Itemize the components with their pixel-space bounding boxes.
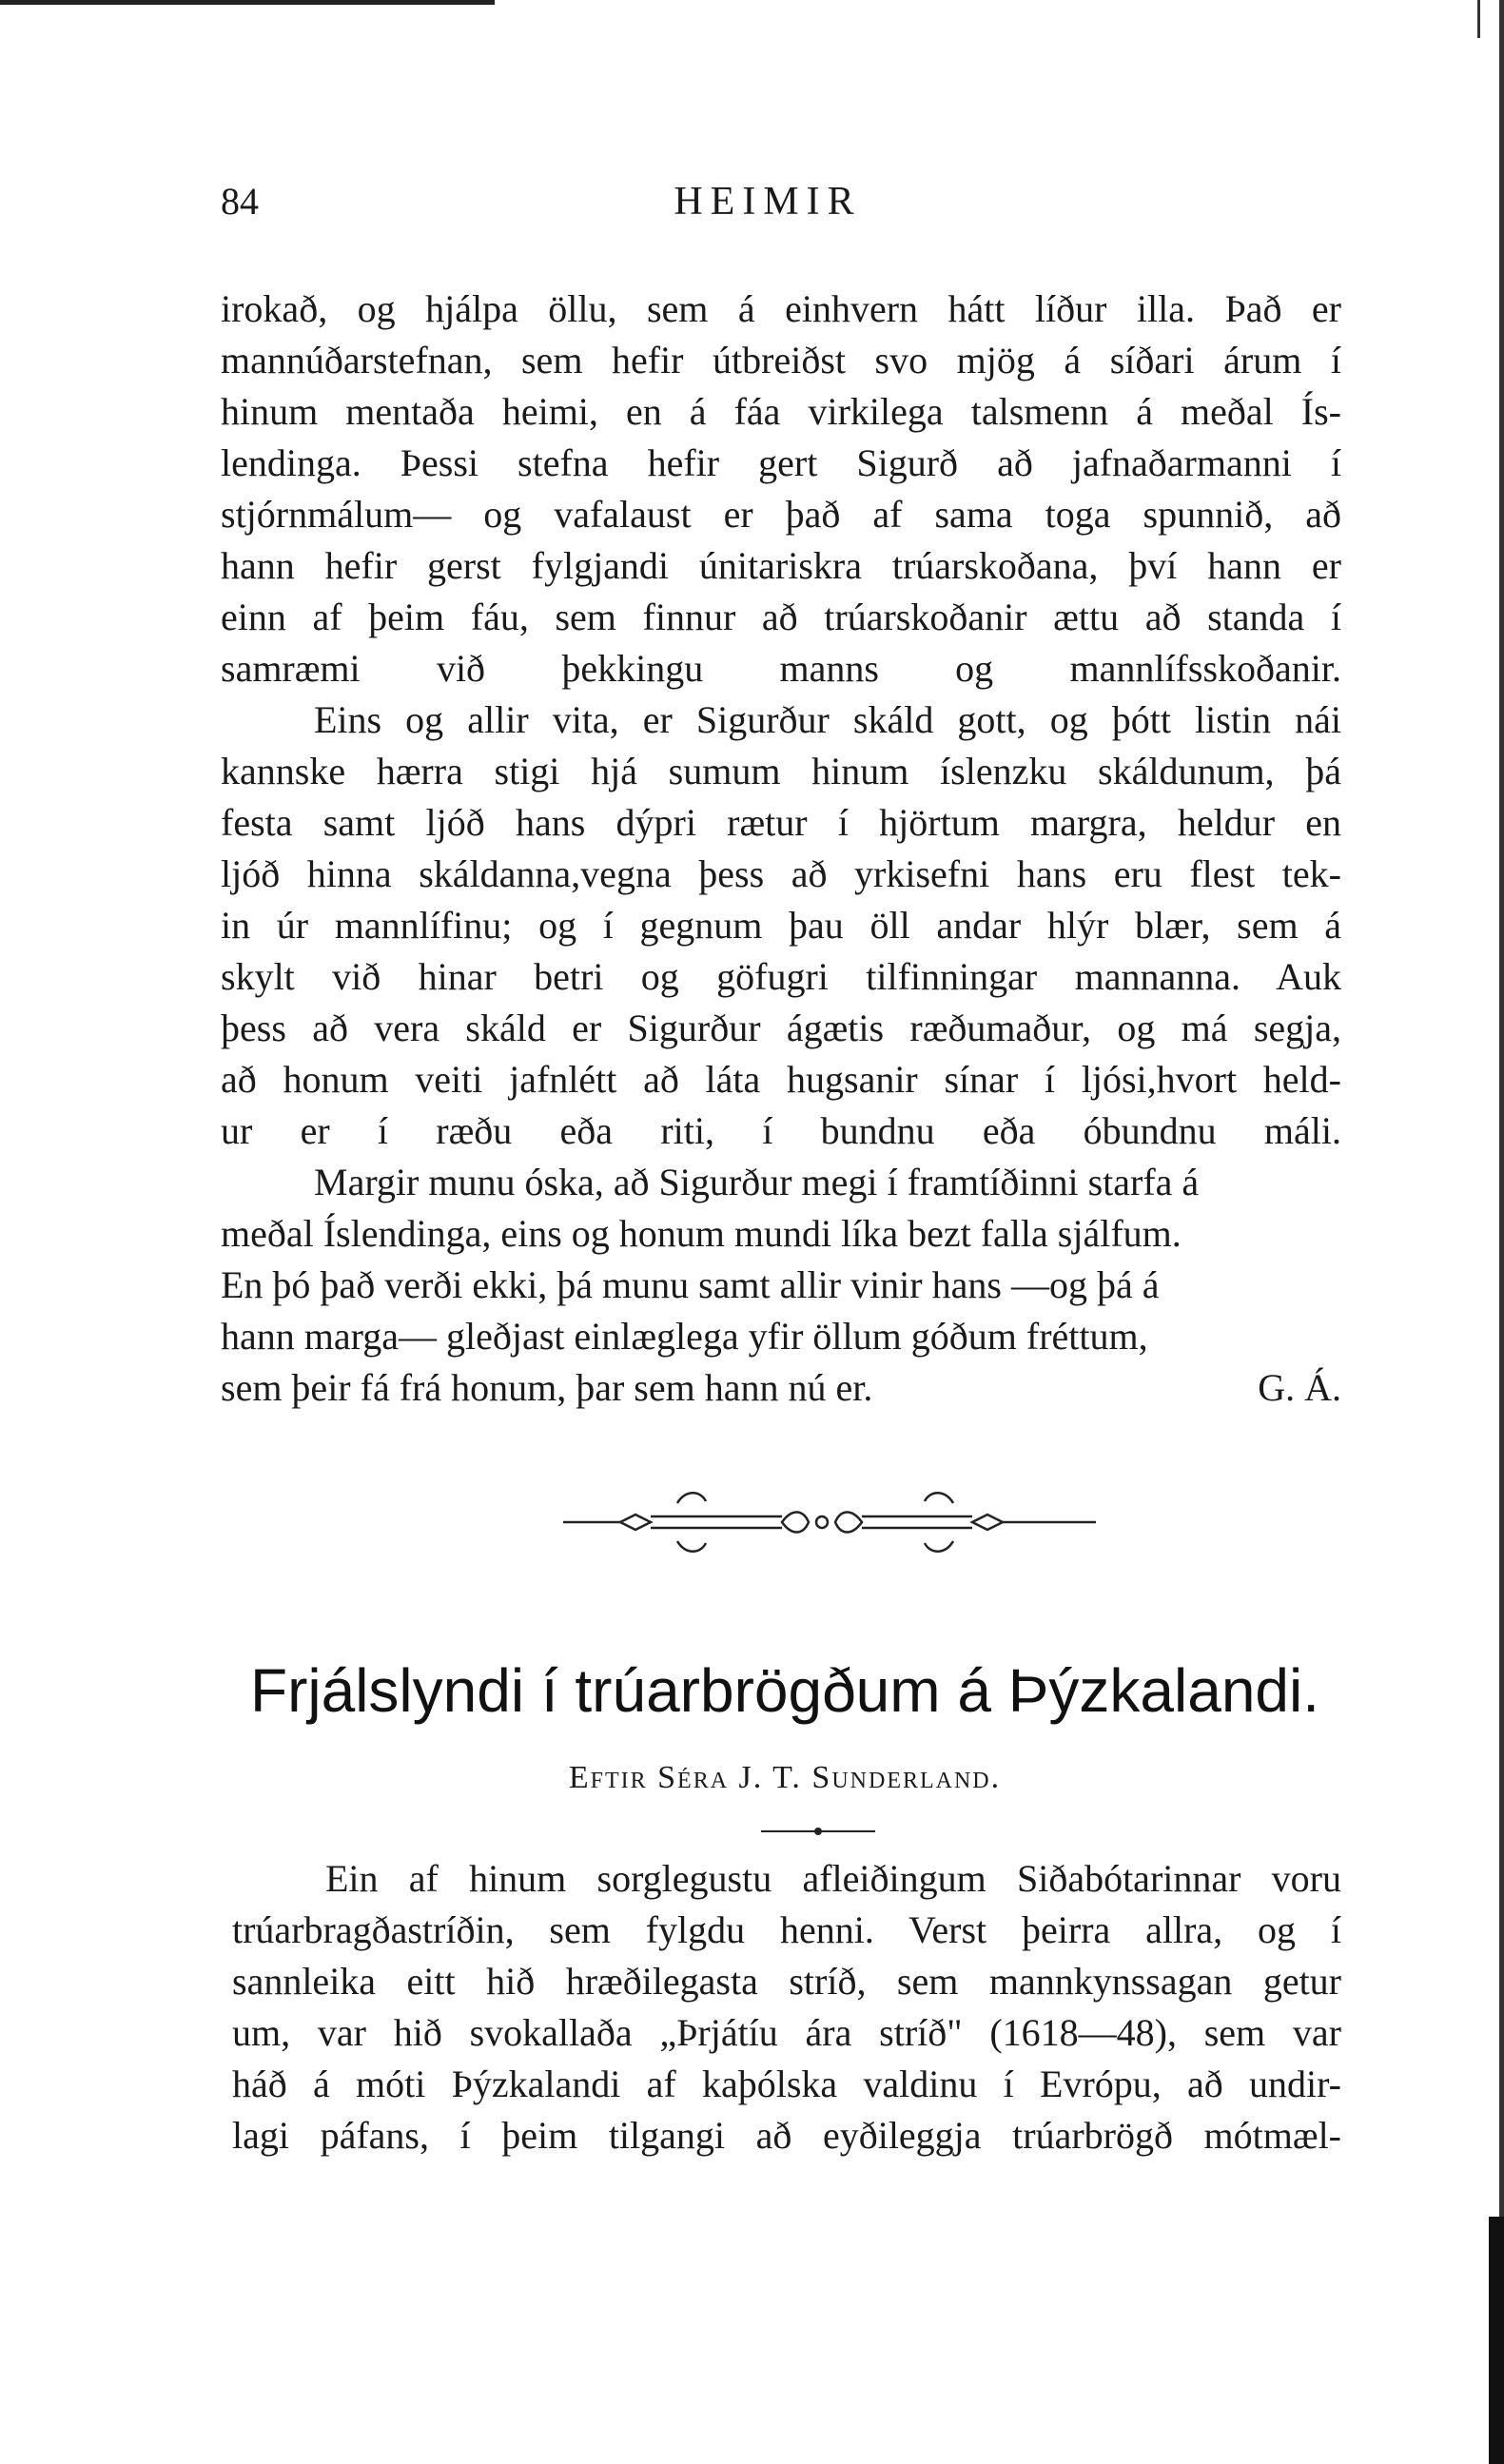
text-line: festa samt ljóð hans dýpri rætur í hjörtum margra, heldur en bbox=[221, 801, 1341, 844]
text-line: að honum veiti jafnlétt að láta hugsanir sínar í ljósi,hvort held- bbox=[221, 1058, 1341, 1101]
text-line: ur er í ræðu eða riti, í bundnu eða óbundnu máli. bbox=[221, 1109, 1341, 1152]
paragraph-3 bbox=[221, 1157, 1341, 1414]
top-edge-rule bbox=[0, 0, 495, 5]
text-line: Ein af hinum sorglegustu afleiðingum Siðabótarinnar voru bbox=[325, 1857, 1341, 1900]
text-line: En þó það verði ekki, þá munu samt allir vinir hans —og þá á bbox=[221, 1263, 1160, 1306]
text-line: meðal Íslendinga, eins og honum mundi líka bezt falla sjálfum. bbox=[221, 1212, 1182, 1255]
paragraph-2 bbox=[221, 694, 1341, 1157]
text-line: Margir munu óska, að Sigurður megi í framtíðinni starfa á bbox=[314, 1161, 1200, 1203]
text-line: stjórnmálum— og vafalaust er það af sama toga spunnið, að bbox=[221, 493, 1341, 536]
text-line: einn af þeim fáu, sem finnur að trúarskoðanir ættu að standa í bbox=[221, 596, 1341, 638]
text-line: sannleika eitt hið hræðilegasta stríð, sem mannkynssagan getur bbox=[232, 1960, 1341, 2003]
ornament-divider bbox=[563, 1482, 1096, 1562]
text-line: hann marga— gleðjast einlæglega yfir öllum góðum fréttum, bbox=[221, 1315, 1148, 1358]
article-body bbox=[232, 1853, 1341, 2161]
body-text bbox=[221, 284, 1341, 1414]
text-line: háð á móti Þýzkalandi af kaþólska valdinu í Evrópu, að undir- bbox=[232, 2063, 1341, 2105]
article-paragraph bbox=[232, 1853, 1341, 2161]
text-line: samræmi við þekkingu manns og mannlífsskoðanir. bbox=[221, 647, 1341, 690]
top-right-mark bbox=[1477, 0, 1480, 38]
running-head bbox=[221, 179, 1315, 236]
text-line: mannúðarstefnan, sem hefir útbreiðst svo mjög á síðari árum í bbox=[221, 339, 1341, 381]
right-edge-shadow bbox=[1499, 0, 1504, 2464]
small-divider bbox=[761, 1822, 875, 1841]
text-line: irokað, og hjálpa öllu, sem á einhvern hátt líður illa. Það er bbox=[221, 287, 1341, 330]
text-line: sem þeir fá frá honum, þar sem hann nú er. bbox=[221, 1366, 873, 1409]
author-signature: G. Á. bbox=[1258, 1366, 1341, 1409]
page-number: 84 bbox=[221, 180, 259, 223]
text-line: skylt við hinar betri og göfugri tilfinningar mannanna. Auk bbox=[221, 955, 1341, 998]
text-line: hinum mentaða heimi, en á fáa virkilega talsmenn á meðal Ís- bbox=[221, 390, 1341, 433]
text-line: lendinga. Þessi stefna hefir gert Sigurð að jafnaðarmanni í bbox=[221, 441, 1341, 484]
text-line: hann hefir gerst fylgjandi únitariskra trúarskoðana, því hann er bbox=[221, 544, 1341, 587]
running-head-title: HEIMIR bbox=[674, 180, 862, 224]
text-line: um, var hið svokallaða „Þrjátíu ára stríð" (1618—48), sem var bbox=[232, 2011, 1341, 2054]
article-byline: Eftir Séra J. T. Sunderland. bbox=[568, 1760, 1002, 1795]
text-line: þess að vera skáld er Sigurður ágætis ræðumaður, og má segja, bbox=[221, 1007, 1341, 1049]
text-line: Eins og allir vita, er Sigurður skáld gott, og þótt listin nái bbox=[314, 698, 1341, 741]
text-line: in úr mannlífinu; og í gegnum þau öll andar hlýr blær, sem á bbox=[221, 904, 1341, 947]
text-line: lagi páfans, í þeim tilgangi að eyðileggja trúarbrögð mótmæl- bbox=[232, 2114, 1341, 2157]
article-title: Frjálslyndi í trúarbrögðum á Þýzkalandi. bbox=[249, 1656, 1320, 1725]
text-line: trúarbragðastríðin, sem fylgdu henni. Verst þeirra allra, og í bbox=[232, 1908, 1341, 1951]
text-line: ljóð hinna skáldanna,vegna þess að yrkisefni hans eru flest tek- bbox=[221, 852, 1341, 895]
paragraph-1 bbox=[221, 284, 1341, 694]
right-edge-bottom-shadow bbox=[1489, 2217, 1504, 2464]
text-line: kannske hærra stigi hjá sumum hinum íslenzku skáldunum, þá bbox=[221, 750, 1341, 792]
